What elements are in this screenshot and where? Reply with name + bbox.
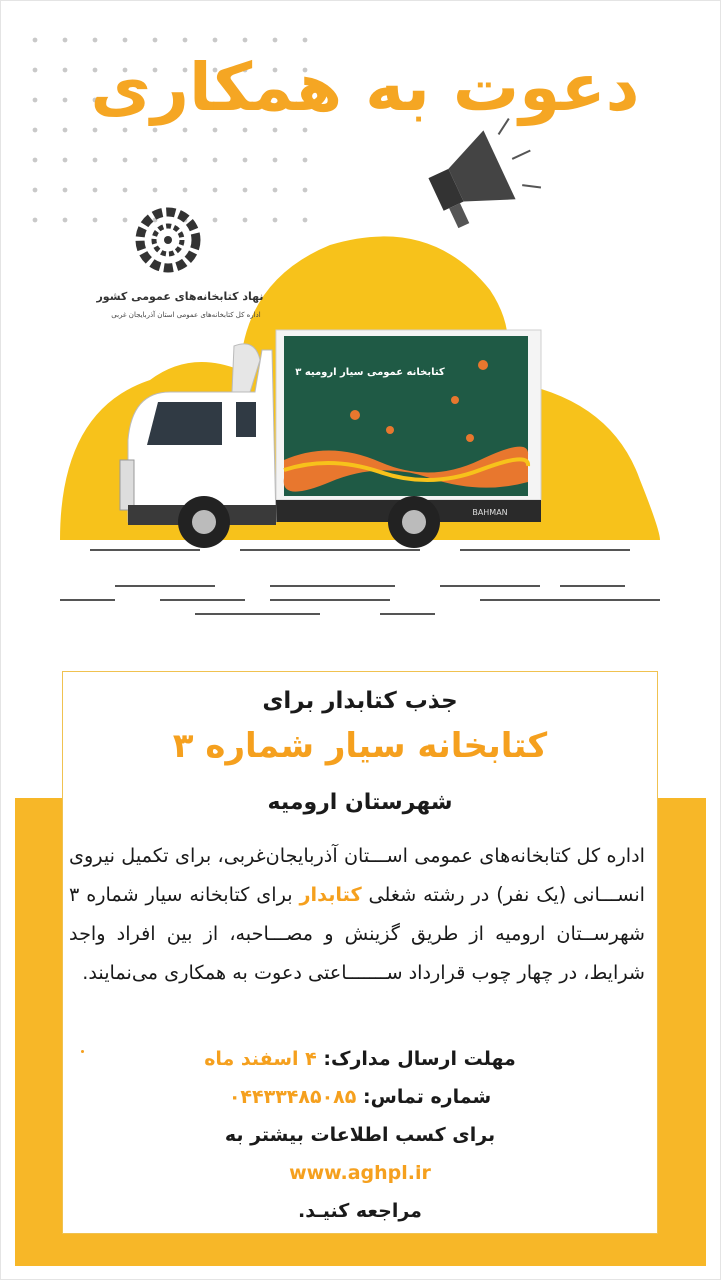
phone-row bbox=[63, 1078, 657, 1116]
more-info-text: برای کسب اطلاعات بیشتر به bbox=[224, 1124, 496, 1146]
logo-subcaption: اداره کل کتابخانه‌های عمومی استان آذربایجان غربی bbox=[111, 311, 261, 319]
paragraph-text-2: برای کتابخانه سیار شماره ۳ شهرســتان ارومیه از طریق گزینش و مصـــاحبه، از بین افراد واجد شرایط، در چهار چوب قرارداد ســـــــاعتی دعوت به همکاری می‌نمایند. bbox=[69, 883, 645, 984]
phone-value: ۰۴۴۳۳۴۸۵۰۸۵ bbox=[228, 1086, 357, 1108]
phone-label: شماره تماس: bbox=[363, 1086, 492, 1108]
website-link[interactable]: www.aghpl.ir bbox=[289, 1162, 431, 1184]
mobile-library-truck bbox=[120, 330, 541, 548]
truck-scene bbox=[0, 110, 721, 630]
library-title: کتابخانه سیار شماره ۳ bbox=[172, 726, 548, 766]
truck-brand: BAHMAN bbox=[472, 508, 508, 517]
paragraph-text-1: اداره کل کتابخانه‌های عمومی اســـتان آذربایجان‌غربی، برای تکمیل نیروی انســـانی (یک نفر) در رشته شغلی bbox=[69, 844, 646, 906]
library-logo-icon bbox=[140, 212, 196, 268]
truck-panel-text: کتابخانه عمومی سیار ارومیه ۳ bbox=[295, 367, 445, 378]
announcement-paragraph bbox=[69, 836, 645, 992]
logo-caption: نهاد کتابخانه‌های عمومی کشور bbox=[96, 290, 264, 303]
contact-info bbox=[63, 1040, 657, 1230]
recruit-title: جذب کتابدار برای bbox=[262, 688, 458, 714]
deadline-row bbox=[63, 1040, 657, 1078]
megaphone-icon bbox=[420, 116, 547, 231]
invitation-headline: دعوت به همکاری bbox=[90, 49, 640, 126]
refer-text: مراجعه کنیـد. bbox=[298, 1200, 422, 1222]
city-title: شهرستان ارومیه bbox=[267, 790, 453, 815]
highlight-librarian: کتابدار bbox=[299, 883, 362, 906]
deadline-value: ۴ اسفند ماه bbox=[204, 1048, 317, 1070]
announcement-card bbox=[62, 671, 658, 1234]
deadline-label: مهلت ارسال مدارک: bbox=[323, 1048, 516, 1070]
